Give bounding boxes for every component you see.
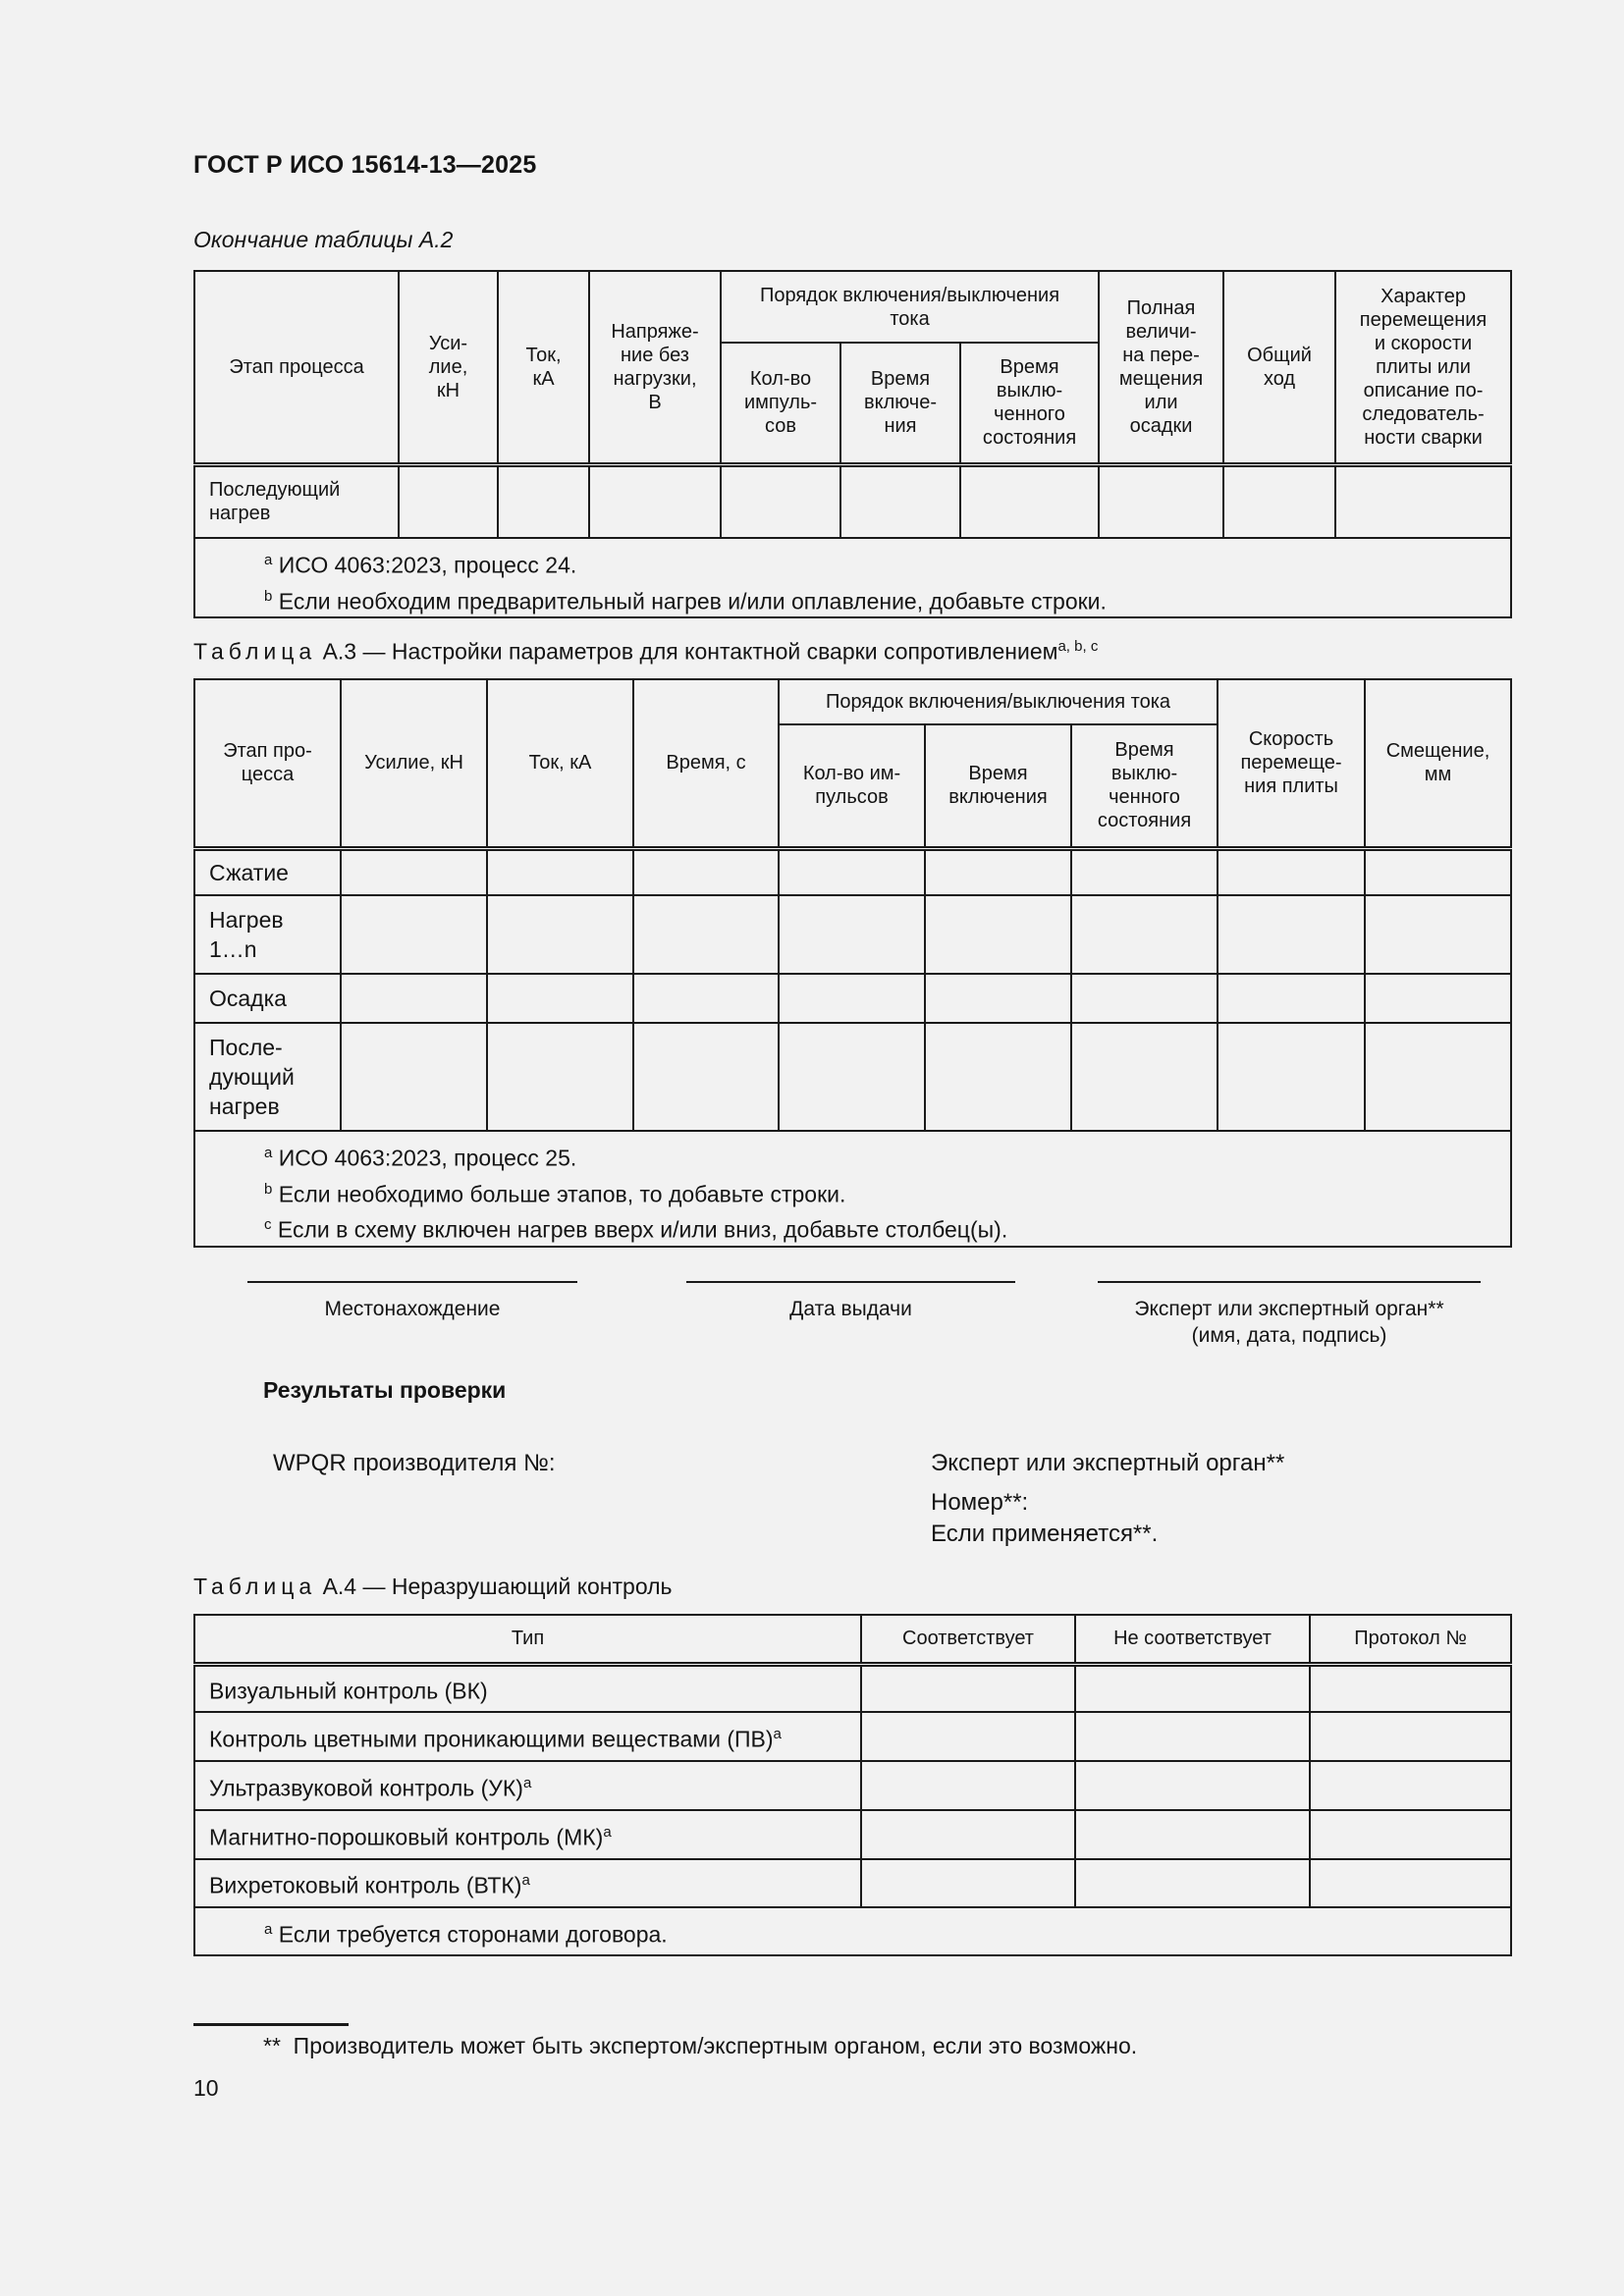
signature-label-date: Дата выдачи [789, 1298, 912, 1320]
header-time: Время, с [633, 679, 779, 848]
header-pulses: Кол-во им- пульсов [779, 724, 925, 848]
signature-label-location: Местонахождение [324, 1298, 501, 1320]
header-on-time: Время включе- ния [840, 343, 960, 464]
header-speed: Скорость перемеще- ния плиты [1218, 679, 1365, 848]
row-label: Осадка [194, 974, 341, 1023]
header-full-move: Полная величи- на пере- мещения или осадки [1099, 271, 1223, 464]
row-type: Визуальный контроль (ВК) [194, 1664, 861, 1712]
table-row [194, 1859, 1511, 1907]
header-on-time: Время включения [925, 724, 1071, 848]
row-label: Сжатие [194, 848, 341, 895]
table-a2-notes: $^a$ ИСО 4063:2023, процесс 24. $^b$ Если необходим предварительный нагрев и/или оплавление, добавьте строки. [194, 538, 1511, 617]
table-row [194, 1664, 1511, 1712]
row-type: Магнитно-порошковый контроль (МК)$^a$ [194, 1810, 861, 1859]
table-row [194, 848, 1511, 895]
row-label: Нагрев 1…n [194, 895, 341, 974]
header-force: Уси- лие, кН [399, 271, 498, 464]
table-a2-caption: Окончание таблицы А.2 [193, 227, 454, 252]
footnote: ** Производитель может быть экспертом/экспертным органом, если это возможно. [263, 2033, 1138, 2058]
footnote-separator [193, 2023, 349, 2026]
header-onoff: Порядок включения/выключения тока [779, 679, 1218, 724]
table-row [194, 1761, 1511, 1810]
row-type: Ультразвуковой контроль (УК)$^a$ [194, 1761, 861, 1810]
header-stage: Этап процесса [194, 271, 399, 464]
table-row [194, 974, 1511, 1023]
row-label: После- дующий нагрев [194, 1023, 341, 1131]
number-label: Номер**: [931, 1489, 1029, 1516]
results-title: Результаты проверки [263, 1377, 507, 1403]
header-current: Ток, кА [498, 271, 589, 464]
table-a4-note: $^a$ Если требуется сторонами договора. [194, 1907, 1511, 1955]
table-a3 [193, 678, 1512, 1248]
header-matches: Соответствует [861, 1615, 1075, 1664]
signature-label-expert: Эксперт или экспертный орган** (имя, дата, подпись) [1134, 1298, 1444, 1347]
table-row [194, 464, 1511, 538]
header-pulses: Кол-во импуль- сов [721, 343, 840, 464]
page-number: 10 [193, 2075, 219, 2101]
signature-line-location [247, 1281, 577, 1283]
header-character: Характер перемещения и скорости плиты или описание по- следователь- ности сварки [1335, 271, 1511, 464]
table-row [194, 1810, 1511, 1859]
signature-line-expert [1098, 1281, 1481, 1283]
table-a2 [193, 270, 1512, 618]
if-applicable-label: Если применяется**. [931, 1521, 1159, 1547]
signature-line-date [686, 1281, 1015, 1283]
header-not-matches: Не соответствует [1075, 1615, 1310, 1664]
table-a3-caption: Таблица А.3 — Настройки параметров для контактной сварки сопротивлением$^{a, b, c}$ [193, 638, 1099, 665]
header-offset: Смещение, мм [1365, 679, 1511, 848]
header-stage: Этап про- цесса [194, 679, 341, 848]
header-force: Усилие, кН [341, 679, 487, 848]
header-off-time: Время выклю- ченного состояния [960, 343, 1099, 464]
row-type: Вихретоковый контроль (ВТК)$^a$ [194, 1859, 861, 1907]
table-row [194, 1023, 1511, 1131]
table-a3-notes: $^a$ ИСО 4063:2023, процесс 25. $^b$ Если необходимо больше этапов, то добавьте строки. $^c$ Если в схему включен нагрев вверх и/или вниз, добавьте столбец(ы). [194, 1131, 1511, 1247]
header-onoff: Порядок включения/выключения тока [721, 271, 1099, 343]
header-voltage: Напряже- ние без нагрузки, В [589, 271, 721, 464]
row-label: Последующий нагрев [194, 464, 399, 538]
row-type: Контроль цветными проникающими веществами (ПВ)$^a$ [194, 1712, 861, 1761]
header-total-stroke: Общий ход [1223, 271, 1335, 464]
header-type: Тип [194, 1615, 861, 1664]
table-row [194, 895, 1511, 974]
table-a4-caption: Таблица А.4 — Неразрушающий контроль [193, 1574, 673, 1599]
wpqr-label: WPQR производителя №: [273, 1450, 556, 1476]
document-header: ГОСТ Р ИСО 15614-13—2025 [193, 151, 537, 179]
header-current: Ток, кА [487, 679, 633, 848]
header-off-time: Время выклю- ченного состояния [1071, 724, 1218, 848]
table-row [194, 1712, 1511, 1761]
table-a4 [193, 1614, 1512, 1956]
header-protocol: Протокол № [1310, 1615, 1511, 1664]
expert-label: Эксперт или экспертный орган** [931, 1450, 1285, 1476]
